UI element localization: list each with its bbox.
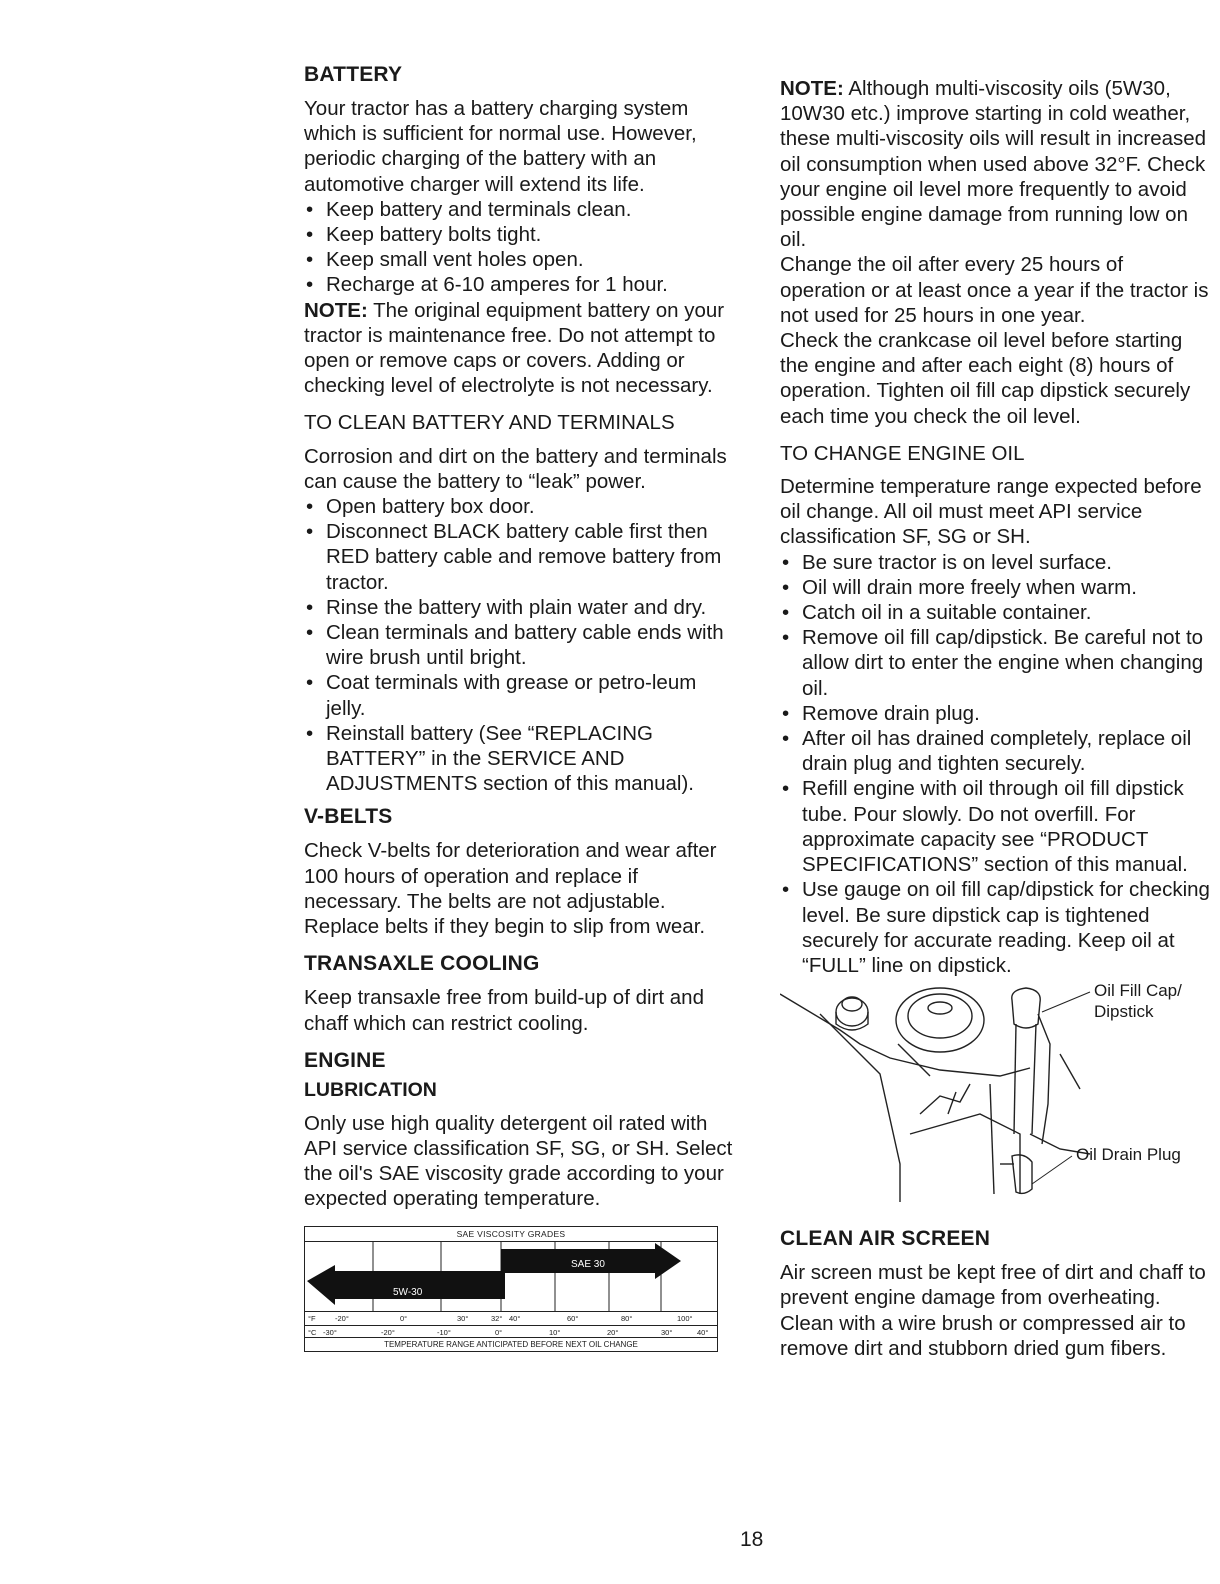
list-item: • Use gauge on oil fill cap/dipstick for checking level. Be sure dipstick cap is tightened securely for accurate reading. Keep oil at “FULL” line on dipstick. [780,877,1210,978]
grade-low-label: 5W-30 [393,1286,423,1298]
f-tick: 30° [457,1313,469,1323]
c-tick: 0° [495,1327,503,1337]
viscosity-chart-caption: TEMPERATURE RANGE ANTICIPATED BEFORE NEXT OIL CHANGE [305,1337,717,1352]
note-text: The original equipment battery on your tractor is maintenance free. Do not attempt to open or remove caps or covers. Adding or checking level of electrolyte is not necessary. [304,298,725,398]
note-label: NOTE: [304,298,368,322]
check-level-text: Check the crankcase oil level before starting the engine and after each eight (8) hours of operation. Tighten oil fill cap dipstick securely each time you check the oil level. [780,329,1191,428]
list-item: • Refill engine with oil through oil fill dipstick tube. Pour slowly. Do not overfill. For approximate capacity see “PRODUCT SPECIFICATIONS” section of this manual. [780,776,1210,877]
list-item: • Rinse the battery with plain water and dry. [304,595,734,620]
f-tick: 60° [567,1313,579,1323]
battery-bullets [304,197,734,298]
battery-heading: BATTERY [304,63,403,86]
page-number: 18 [740,1528,764,1551]
list-item: • Be sure tractor is on level surface. [780,550,1210,575]
list-item: • Keep small vent holes open. [304,247,734,272]
c-tick: -10° [437,1327,451,1337]
multi-viscosity-note [780,76,1210,252]
transaxle-heading: TRANSAXLE COOLING [304,952,540,976]
change-oil-heading: TO CHANGE ENGINE OIL [780,441,1025,465]
list-item: • Keep battery bolts tight. [304,222,734,247]
f-tick: 0° [400,1313,408,1323]
left-column [304,62,734,1352]
air-screen-text: Air screen must be kept free of dirt and chaff to prevent engine damage from overheating. Clean with a wire brush or compressed air to remove dirt and stubborn dried gum fibers. [780,1261,1206,1360]
note-text: Although multi-viscosity oils (5W30, 10W30 etc.) improve starting in cold weather, these multi-viscosity oils will result in increased oil consumption when used above 32°F. Check your engine oil level more frequently to avoid possible engine damage from running low on oil. [780,77,1207,252]
list-item: • Remove oil fill cap/dipstick. Be careful not to allow dirt to enter the engine when changing oil. [780,625,1210,701]
list-item: • Reinstall battery (See “REPLACING BATTERY” in the SERVICE AND ADJUSTMENTS section of this manual). [304,721,734,797]
vbelts-heading: V-BELTS [304,805,393,829]
list-item: • Coat terminals with grease or petro-leum jelly. [304,670,734,720]
f-tick: -20° [335,1313,349,1323]
f-tick: 32° [491,1313,503,1323]
c-tick: 10° [549,1327,561,1337]
note-label: NOTE: [780,77,844,100]
battery-note [304,298,734,399]
lubrication-text: Only use high quality detergent oil rated with API service classification SF, SG, or SH. Select the oil's SAE viscosity grade according to your expected operating temperature. [304,1111,733,1211]
change-oil-bullets [780,550,1210,978]
c-tick: 20° [607,1327,619,1337]
f-tick: 100° [677,1313,693,1323]
clean-battery-heading: TO CLEAN BATTERY AND TERMINALS [304,411,675,435]
lubrication-subheading: LUBRICATION [304,1078,437,1101]
engine-oil-diagram [780,981,1210,1214]
battery-intro: Your tractor has a battery charging system which is sufficient for normal use. However, periodic charging of the battery with an automotive charger will extend its life. [304,97,697,196]
c-unit: °C [308,1327,317,1337]
clean-battery-bullets [304,494,734,796]
callout-fill-cap-line1: Oil Fill Cap/ [1094,981,1182,1001]
c-tick: -30° [323,1327,337,1337]
engine-heading: ENGINE [304,1048,386,1072]
f-tick: 80° [621,1313,633,1323]
fahrenheit-row [305,1311,717,1326]
callout-fill-cap [1094,980,1182,1022]
grade-high-label: SAE 30 [571,1258,605,1270]
viscosity-chart [304,1226,718,1352]
list-item: • Recharge at 6-10 amperes for 1 hour. [304,272,734,297]
change-oil-intro: Determine temperature range expected before oil change. All oil must meet API service classification SF, SG or SH. [780,475,1202,549]
callout-fill-cap-line2: Dipstick [1094,1002,1154,1022]
viscosity-chart-title: SAE VISCOSITY GRADES [305,1227,717,1242]
list-item: • Clean terminals and battery cable ends with wire brush until bright. [304,620,734,670]
list-item: • Keep battery and terminals clean. [304,197,734,222]
list-item: • Catch oil in a suitable container. [780,600,1210,625]
viscosity-arrows [305,1241,717,1311]
air-screen-heading: CLEAN AIR SCREEN [780,1227,991,1251]
c-tick: 30° [661,1327,673,1337]
c-tick: -20° [381,1327,395,1337]
change-interval-text: Change the oil after every 25 hours of operation or at least once a year if the tractor is not used for 25 hours in one year. [780,253,1209,327]
list-item: • Oil will drain more freely when warm. [780,575,1210,600]
list-item: • Disconnect BLACK battery cable first then RED battery cable and remove battery from tractor. [304,519,734,595]
f-tick: 40° [509,1313,521,1323]
vbelts-text: Check V-belts for deterioration and wear after 100 hours of operation and replace if necessary. The belts are not adjustable. Replace belts if they begin to slip from wear. [304,839,717,939]
list-item: • After oil has drained completely, replace oil drain plug and tighten securely. [780,726,1210,776]
c-tick: 40° [697,1327,709,1337]
right-column [780,76,1210,1361]
list-item: • Remove drain plug. [780,701,1210,726]
clean-battery-intro: Corrosion and dirt on the battery and terminals can cause the battery to “leak” power. [304,444,727,493]
callout-drain-plug: Oil Drain Plug [1076,1145,1181,1165]
f-unit: °F [308,1313,316,1323]
transaxle-text: Keep transaxle free from build-up of dirt and chaff which can restrict cooling. [304,986,704,1035]
list-item: • Open battery box door. [304,494,734,519]
